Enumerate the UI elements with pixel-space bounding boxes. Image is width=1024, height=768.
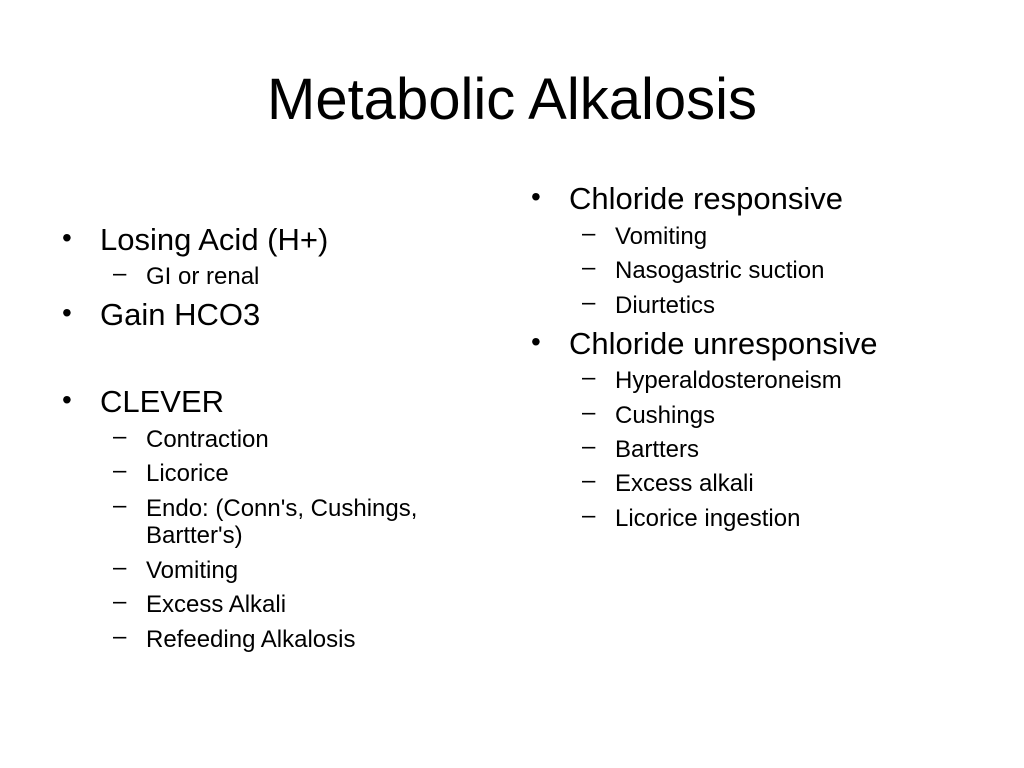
list-subitem-label: Hyperaldosteroneism (615, 367, 842, 394)
list-subitem-label: Endo: (Conn's, Cushings, (146, 495, 418, 522)
list-subitem-label: Refeeding Alkalosis (146, 626, 356, 653)
list-subitem-label: Diurtetics (615, 292, 716, 319)
list-subitem (582, 254, 825, 284)
list-subitem-label: Vomiting (615, 223, 708, 250)
list-item-label: Chloride responsive (569, 181, 843, 216)
list-subitem (582, 289, 716, 319)
list-subitem (113, 260, 260, 290)
list-subitem-label: Licorice ingestion (615, 505, 801, 532)
list-subitem (582, 433, 700, 463)
list-subitem-label: Excess Alkali (146, 591, 287, 618)
list-subitem (113, 492, 418, 522)
bullet-icon: • (62, 384, 72, 415)
dash-icon: – (113, 423, 127, 450)
slide-title: Metabolic Alkalosis (267, 67, 757, 132)
list-item (531, 181, 843, 217)
list-subitem-continuation (146, 523, 243, 549)
list-item-label: Chloride unresponsive (569, 326, 878, 361)
bullet-icon: • (531, 181, 541, 212)
dash-icon: – (582, 433, 596, 460)
list-item (62, 222, 329, 258)
list-subitem-label: Cushings (615, 402, 716, 429)
list-subitem-label: Nasogastric suction (615, 257, 825, 284)
dash-icon: – (582, 220, 596, 247)
list-subitem (582, 399, 716, 429)
list-item-label: CLEVER (100, 384, 225, 419)
dash-icon: – (582, 254, 596, 281)
list-subitem (113, 554, 239, 584)
dash-icon: – (113, 260, 127, 287)
dash-icon: – (113, 588, 127, 615)
list-subitem (582, 364, 842, 394)
list-subitem-label: Bartter's) (146, 522, 243, 549)
dash-icon: – (582, 364, 596, 391)
list-subitem-label: Excess alkali (615, 470, 754, 497)
list-item (62, 384, 225, 420)
dash-icon: – (113, 554, 127, 581)
list-subitem-label: Contraction (146, 426, 269, 453)
dash-icon: – (113, 492, 127, 519)
bullet-icon: • (531, 326, 541, 357)
bullet-icon: • (62, 297, 72, 328)
list-item (531, 326, 878, 362)
list-subitem (113, 588, 287, 618)
list-item-label: Gain HCO3 (100, 297, 261, 332)
list-subitem (113, 423, 269, 453)
list-subitem-label: Vomiting (146, 557, 239, 584)
list-subitem (582, 220, 708, 250)
list-subitem (113, 457, 229, 487)
dash-icon: – (582, 289, 596, 316)
list-item (62, 297, 261, 333)
dash-icon: – (582, 502, 596, 529)
dash-icon: – (582, 467, 596, 494)
list-subitem (582, 467, 754, 497)
list-subitem (113, 623, 356, 653)
dash-icon: – (113, 623, 127, 650)
bullet-icon: • (62, 222, 72, 253)
list-subitem-label: GI or renal (146, 263, 260, 290)
list-item-label: Losing Acid (H+) (100, 222, 329, 257)
dash-icon: – (582, 399, 596, 426)
list-subitem-label: Licorice (146, 460, 229, 487)
list-subitem-label: Bartters (615, 436, 700, 463)
dash-icon: – (113, 457, 127, 484)
list-subitem (582, 502, 801, 532)
